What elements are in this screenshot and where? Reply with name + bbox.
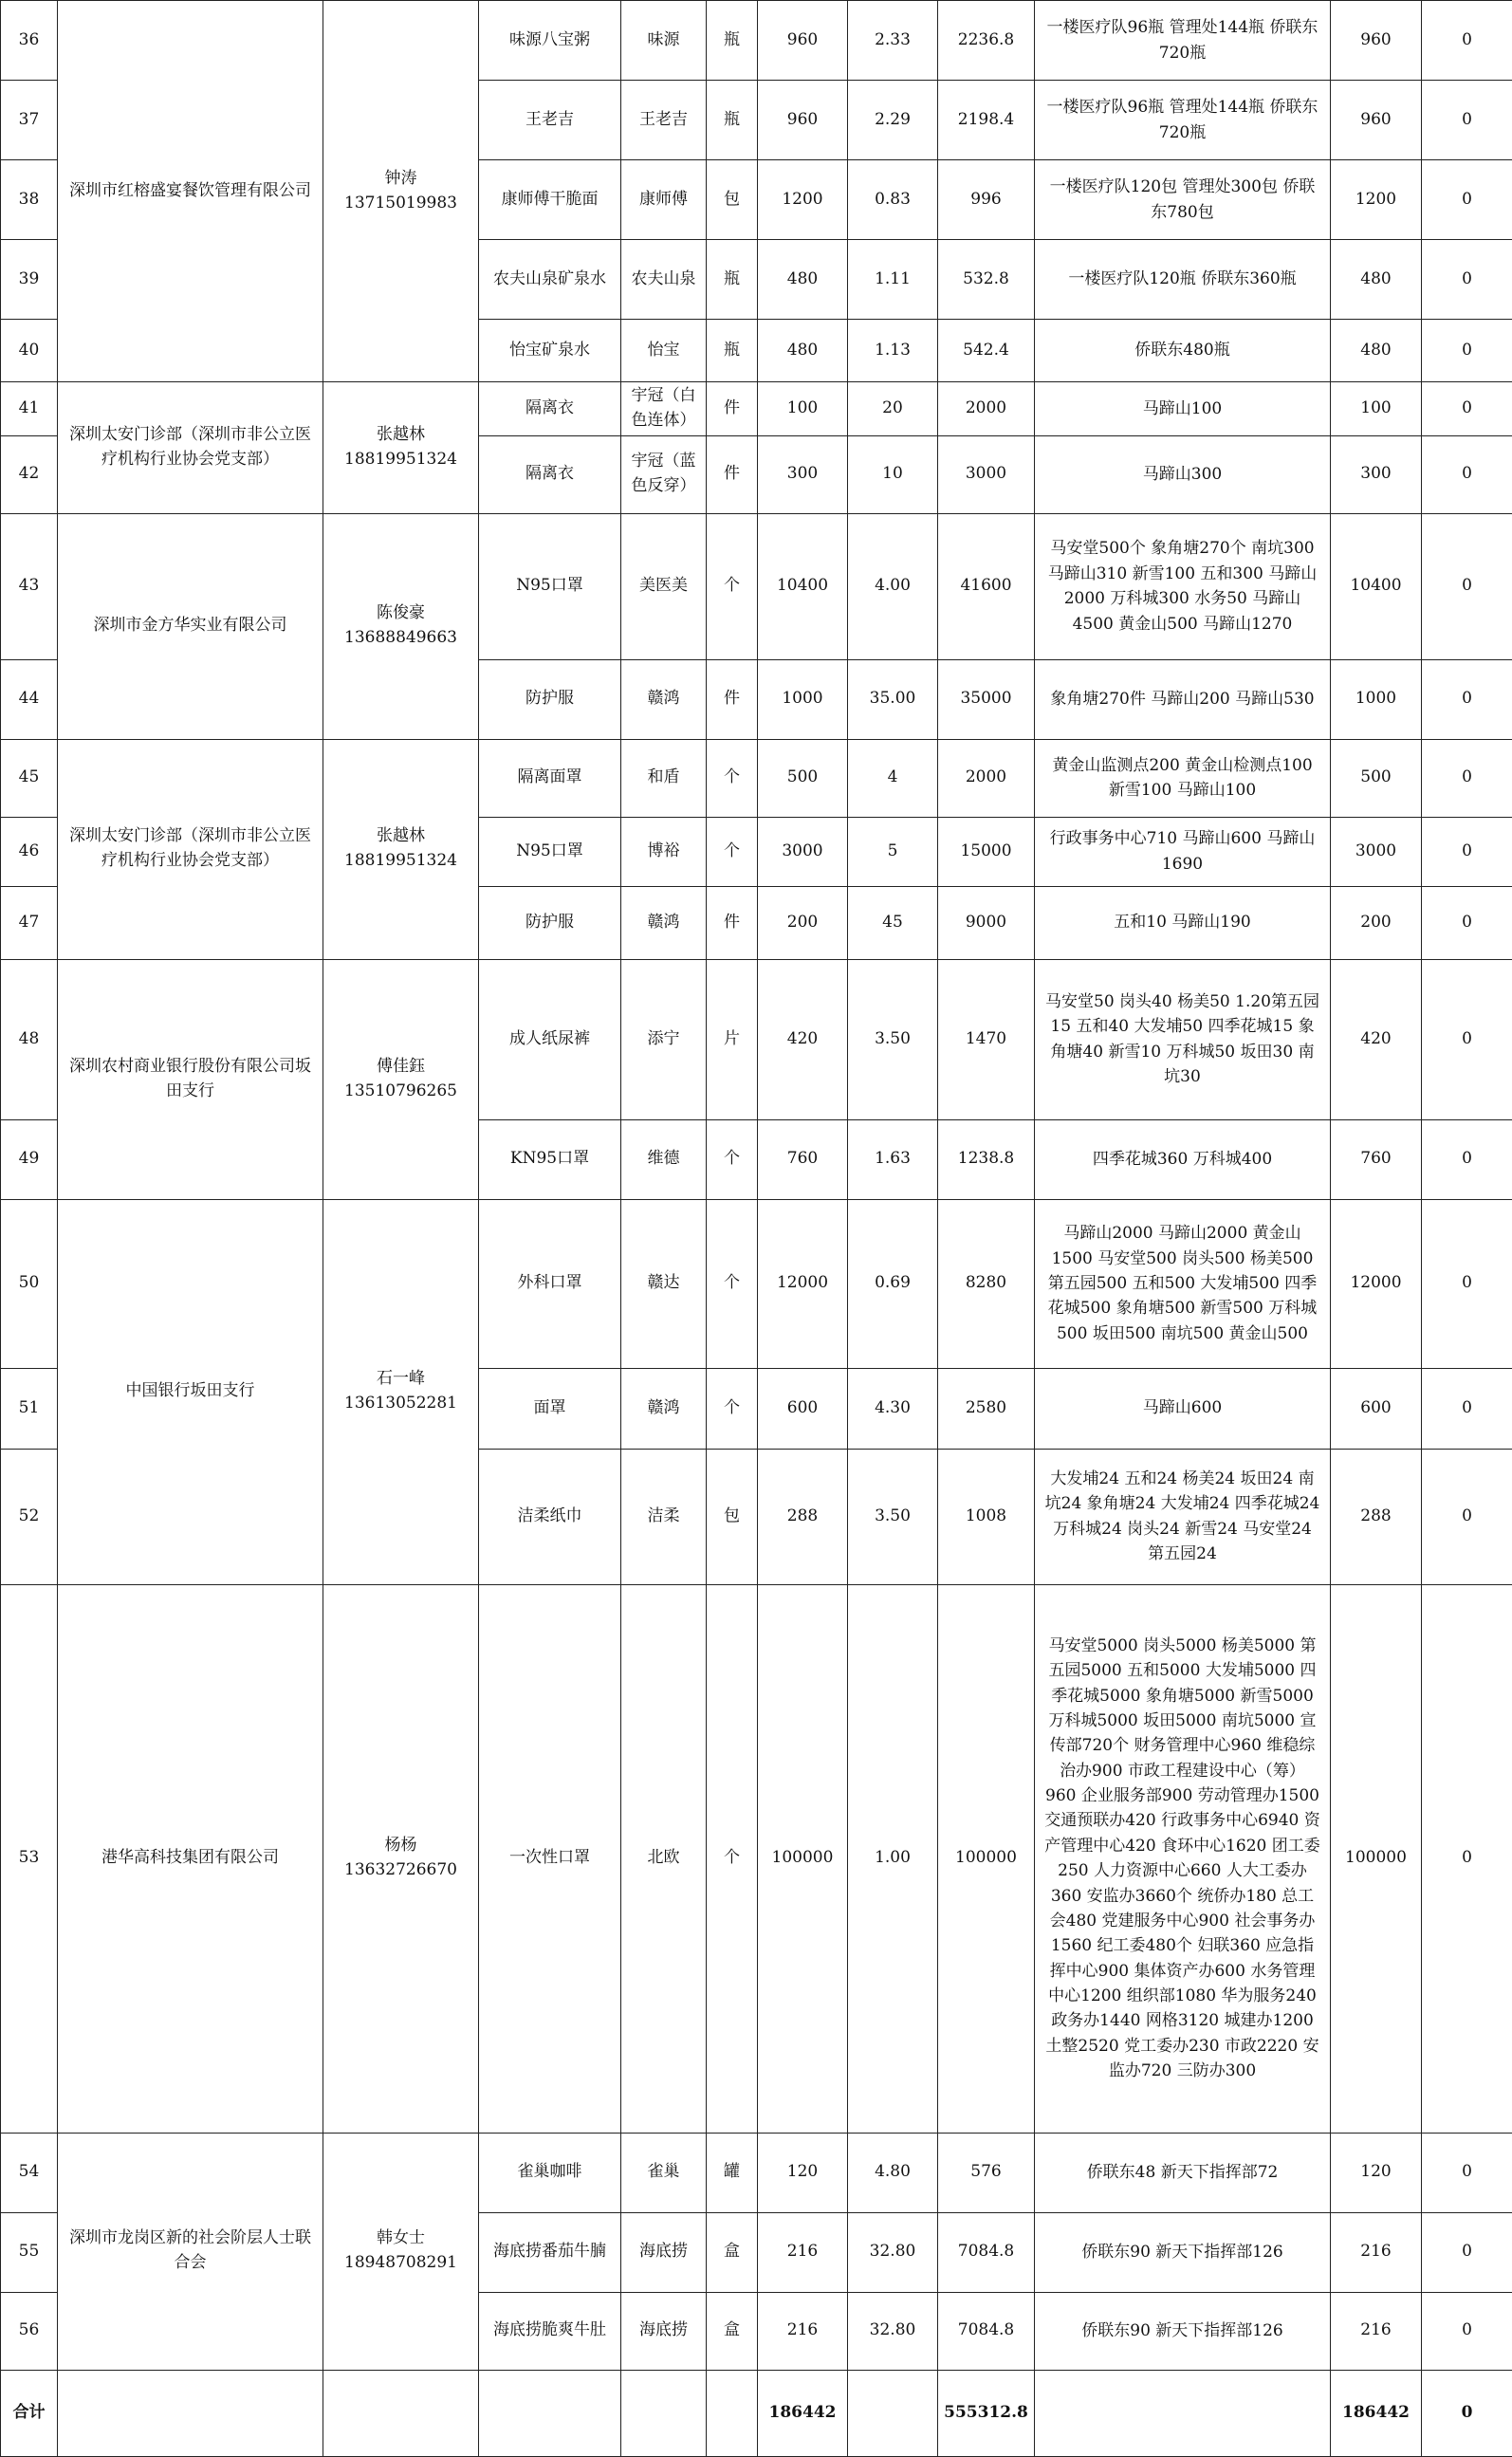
unit-price: 1.00 <box>848 1584 938 2133</box>
unit: 瓶 <box>707 240 758 320</box>
unit: 件 <box>707 659 758 739</box>
table-row <box>1 1 1512 81</box>
quantity: 300 <box>758 435 848 513</box>
received-qty: 216 <box>1331 2292 1422 2370</box>
contact-person: 张越林 18819951324 <box>323 739 479 959</box>
blank-cell <box>848 2370 938 2456</box>
unit-price: 32.80 <box>848 2292 938 2370</box>
quantity: 10400 <box>758 513 848 659</box>
unit-price: 5 <box>848 817 938 886</box>
row-number: 51 <box>1 1368 58 1449</box>
donor-company: 深圳农村商业银行股份有限公司坂田支行 <box>58 959 323 1199</box>
blank-cell <box>323 2370 479 2456</box>
distribution: 侨联东90 新天下指挥部126 <box>1035 2212 1331 2292</box>
brand: 王老吉 <box>621 81 707 160</box>
received-qty: 480 <box>1331 240 1422 320</box>
received-qty: 3000 <box>1331 817 1422 886</box>
row-number: 36 <box>1 1 58 81</box>
remaining-qty: 0 <box>1422 817 1512 886</box>
unit-price: 45 <box>848 886 938 959</box>
remaining-qty: 0 <box>1422 81 1512 160</box>
row-number: 49 <box>1 1119 58 1199</box>
row-number: 41 <box>1 382 58 436</box>
remaining-qty: 0 <box>1422 513 1512 659</box>
contact-person: 钟涛 13715019983 <box>323 1 479 382</box>
unit: 包 <box>707 1449 758 1584</box>
row-number: 52 <box>1 1449 58 1584</box>
unit: 个 <box>707 1199 758 1368</box>
amount: 2198.4 <box>938 81 1035 160</box>
blank-cell <box>707 2370 758 2456</box>
remaining-qty: 0 <box>1422 160 1512 240</box>
table-row <box>1 959 1512 1119</box>
unit: 瓶 <box>707 1 758 81</box>
table-row <box>1 739 1512 817</box>
remaining-qty: 0 <box>1422 739 1512 817</box>
contact-person: 张越林 18819951324 <box>323 382 479 514</box>
quantity: 100000 <box>758 1584 848 2133</box>
row-number: 43 <box>1 513 58 659</box>
table-row <box>1 2133 1512 2212</box>
contact-person: 杨杨 13632726670 <box>323 1584 479 2133</box>
received-qty: 200 <box>1331 886 1422 959</box>
distribution: 马安堂5000 岗头5000 杨美5000 第五园5000 五和5000 大发埔5000 四季花城5000 象角塘5000 新雪5000 万科城5000 坂田5000 南坑5000 宣传部720个 财务管理中心960 维稳综治办900 市政工程建设中心（筹）960 企业服务部900 劳动管理办1500 交通预联办420 行政事务中心6940 资产管理中心420 食环中心1620 团工委250 人力资源中心660 人大工委办360 安监办3660个 统侨办180 总工会480 党建服务中心900 社会事务办1560 纪工委480个 妇联360 应急指挥中心900 集体资产办600 水务管理中心1200 组织部1080 华为服务240 政务办1440 网格3120 城建办1200 土整2520 党工委办230 市政2220 安监办720 三防办300 <box>1035 1584 1331 2133</box>
quantity: 960 <box>758 1 848 81</box>
quantity: 480 <box>758 240 848 320</box>
unit-price: 2.29 <box>848 81 938 160</box>
distribution: 四季花城360 万科城400 <box>1035 1119 1331 1199</box>
distribution: 马蹄山2000 马蹄山2000 黄金山1500 马安堂500 岗头500 杨美500 第五园500 五和500 大发埔500 四季花城500 象角塘500 新雪500 万科城500 坂田500 南坑500 黄金山500 <box>1035 1199 1331 1368</box>
amount: 41600 <box>938 513 1035 659</box>
amount: 7084.8 <box>938 2292 1035 2370</box>
remaining-qty: 0 <box>1422 1119 1512 1199</box>
brand: 添宁 <box>621 959 707 1119</box>
distribution: 马蹄山100 <box>1035 382 1331 436</box>
amount: 996 <box>938 160 1035 240</box>
unit-price: 0.83 <box>848 160 938 240</box>
brand: 康师傅 <box>621 160 707 240</box>
table-row <box>1 1584 1512 2133</box>
amount: 542.4 <box>938 320 1035 382</box>
distribution: 马蹄山600 <box>1035 1368 1331 1449</box>
contact-person: 傅佳鈺 13510796265 <box>323 959 479 1199</box>
item-name: 隔离衣 <box>479 382 621 436</box>
received-qty: 420 <box>1331 959 1422 1119</box>
remaining-qty: 0 <box>1422 2212 1512 2292</box>
brand: 农夫山泉 <box>621 240 707 320</box>
unit-price: 1.63 <box>848 1119 938 1199</box>
received-qty: 10400 <box>1331 513 1422 659</box>
row-number: 37 <box>1 81 58 160</box>
amount: 7084.8 <box>938 2212 1035 2292</box>
received-qty: 1200 <box>1331 160 1422 240</box>
received-qty: 600 <box>1331 1368 1422 1449</box>
contact-person: 韩女士 18948708291 <box>323 2133 479 2370</box>
unit: 件 <box>707 886 758 959</box>
unit: 个 <box>707 817 758 886</box>
unit-price: 35.00 <box>848 659 938 739</box>
remaining-qty: 0 <box>1422 659 1512 739</box>
unit: 个 <box>707 1368 758 1449</box>
unit: 瓶 <box>707 81 758 160</box>
row-number: 56 <box>1 2292 58 2370</box>
remaining-qty: 0 <box>1422 1368 1512 1449</box>
unit: 罐 <box>707 2133 758 2212</box>
remaining-qty: 0 <box>1422 959 1512 1119</box>
distribution: 一楼医疗队96瓶 管理处144瓶 侨联东720瓶 <box>1035 1 1331 81</box>
unit: 盒 <box>707 2292 758 2370</box>
quantity: 3000 <box>758 817 848 886</box>
donor-company: 深圳市金方华实业有限公司 <box>58 513 323 739</box>
received-qty: 960 <box>1331 1 1422 81</box>
item-name: 成人纸尿裤 <box>479 959 621 1119</box>
amount: 100000 <box>938 1584 1035 2133</box>
brand: 和盾 <box>621 739 707 817</box>
distribution: 侨联东480瓶 <box>1035 320 1331 382</box>
item-name: N95口罩 <box>479 513 621 659</box>
amount: 2580 <box>938 1368 1035 1449</box>
item-name: KN95口罩 <box>479 1119 621 1199</box>
blank-cell <box>1035 2370 1331 2456</box>
quantity: 216 <box>758 2212 848 2292</box>
donor-company: 深圳市红榕盛宴餐饮管理有限公司 <box>58 1 323 382</box>
brand: 美医美 <box>621 513 707 659</box>
received-qty: 12000 <box>1331 1199 1422 1368</box>
item-name: 面罩 <box>479 1368 621 1449</box>
distribution: 马安堂500个 象角塘270个 南坑300马蹄山310 新雪100 五和300 马蹄山2000 万科城300 水务50 马蹄山4500 黄金山500 马蹄山1270 <box>1035 513 1331 659</box>
unit-price: 4 <box>848 739 938 817</box>
unit: 瓶 <box>707 320 758 382</box>
item-name: 海底捞脆爽牛肚 <box>479 2292 621 2370</box>
quantity: 760 <box>758 1119 848 1199</box>
unit-price: 1.13 <box>848 320 938 382</box>
item-name: 康师傅干脆面 <box>479 160 621 240</box>
unit: 盒 <box>707 2212 758 2292</box>
row-number: 47 <box>1 886 58 959</box>
row-number: 53 <box>1 1584 58 2133</box>
total-quantity: 186442 <box>758 2370 848 2456</box>
row-number: 40 <box>1 320 58 382</box>
amount: 15000 <box>938 817 1035 886</box>
donor-company: 深圳市龙岗区新的社会阶层人士联合会 <box>58 2133 323 2370</box>
contact-person: 陈俊豪 13688849663 <box>323 513 479 739</box>
item-name: 王老吉 <box>479 81 621 160</box>
unit-price: 2.33 <box>848 1 938 81</box>
brand: 博裕 <box>621 817 707 886</box>
brand: 赣鸿 <box>621 1368 707 1449</box>
received-qty: 120 <box>1331 2133 1422 2212</box>
amount: 1470 <box>938 959 1035 1119</box>
received-qty: 216 <box>1331 2212 1422 2292</box>
blank-cell <box>621 2370 707 2456</box>
row-number: 55 <box>1 2212 58 2292</box>
remaining-qty: 0 <box>1422 2133 1512 2212</box>
item-name: 一次性口罩 <box>479 1584 621 2133</box>
item-name: 隔离面罩 <box>479 739 621 817</box>
unit-price: 4.30 <box>848 1368 938 1449</box>
brand: 洁柔 <box>621 1449 707 1584</box>
quantity: 500 <box>758 739 848 817</box>
brand: 宇冠（白色连体） <box>621 382 707 436</box>
amount: 532.8 <box>938 240 1035 320</box>
distribution: 五和10 马蹄山190 <box>1035 886 1331 959</box>
amount: 1008 <box>938 1449 1035 1584</box>
received-qty: 1000 <box>1331 659 1422 739</box>
remaining-qty: 0 <box>1422 240 1512 320</box>
blank-cell <box>58 2370 323 2456</box>
brand: 赣鸿 <box>621 659 707 739</box>
distribution: 黄金山监测点200 黄金山检测点100 新雪100 马蹄山100 <box>1035 739 1331 817</box>
blank-cell <box>479 2370 621 2456</box>
quantity: 480 <box>758 320 848 382</box>
unit-price: 1.11 <box>848 240 938 320</box>
unit: 个 <box>707 739 758 817</box>
table-row <box>1 382 1512 436</box>
unit-price: 0.69 <box>848 1199 938 1368</box>
received-qty: 960 <box>1331 81 1422 160</box>
row-number: 50 <box>1 1199 58 1368</box>
amount: 9000 <box>938 886 1035 959</box>
quantity: 216 <box>758 2292 848 2370</box>
brand: 宇冠（蓝色反穿） <box>621 435 707 513</box>
amount: 8280 <box>938 1199 1035 1368</box>
amount: 35000 <box>938 659 1035 739</box>
brand: 怡宝 <box>621 320 707 382</box>
quantity: 12000 <box>758 1199 848 1368</box>
received-qty: 760 <box>1331 1119 1422 1199</box>
received-qty: 100000 <box>1331 1584 1422 2133</box>
total-label: 合计 <box>1 2370 58 2456</box>
remaining-qty: 0 <box>1422 2292 1512 2370</box>
distribution: 一楼医疗队96瓶 管理处144瓶 侨联东720瓶 <box>1035 81 1331 160</box>
brand: 赣鸿 <box>621 886 707 959</box>
brand: 味源 <box>621 1 707 81</box>
quantity: 600 <box>758 1368 848 1449</box>
received-qty: 480 <box>1331 320 1422 382</box>
unit: 个 <box>707 1584 758 2133</box>
unit-price: 10 <box>848 435 938 513</box>
remaining-qty: 0 <box>1422 886 1512 959</box>
amount: 576 <box>938 2133 1035 2212</box>
amount: 2236.8 <box>938 1 1035 81</box>
unit: 件 <box>707 435 758 513</box>
row-number: 42 <box>1 435 58 513</box>
brand: 赣达 <box>621 1199 707 1368</box>
unit-price: 3.50 <box>848 959 938 1119</box>
donor-company: 深圳太安门诊部（深圳市非公立医疗机构行业协会党支部） <box>58 382 323 514</box>
item-name: 防护服 <box>479 659 621 739</box>
received-qty: 500 <box>1331 739 1422 817</box>
table-row <box>1 1199 1512 1368</box>
row-number: 38 <box>1 160 58 240</box>
distribution: 一楼医疗队120瓶 侨联东360瓶 <box>1035 240 1331 320</box>
received-qty: 100 <box>1331 382 1422 436</box>
quantity: 420 <box>758 959 848 1119</box>
row-number: 54 <box>1 2133 58 2212</box>
brand: 海底捞 <box>621 2292 707 2370</box>
quantity: 960 <box>758 81 848 160</box>
quantity: 288 <box>758 1449 848 1584</box>
item-name: 怡宝矿泉水 <box>479 320 621 382</box>
amount: 3000 <box>938 435 1035 513</box>
donor-company: 深圳太安门诊部（深圳市非公立医疗机构行业协会党支部） <box>58 739 323 959</box>
remaining-qty: 0 <box>1422 382 1512 436</box>
row-number: 39 <box>1 240 58 320</box>
item-name: N95口罩 <box>479 817 621 886</box>
contact-person: 石一峰 13613052281 <box>323 1199 479 1584</box>
received-qty: 288 <box>1331 1449 1422 1584</box>
remaining-qty: 0 <box>1422 1 1512 81</box>
total-remaining: 0 <box>1422 2370 1512 2456</box>
row-number: 46 <box>1 817 58 886</box>
unit-price: 4.80 <box>848 2133 938 2212</box>
remaining-qty: 0 <box>1422 320 1512 382</box>
amount: 2000 <box>938 382 1035 436</box>
total-row <box>1 2370 1512 2456</box>
distribution: 侨联东90 新天下指挥部126 <box>1035 2292 1331 2370</box>
unit: 包 <box>707 160 758 240</box>
distribution: 大发埔24 五和24 杨美24 坂田24 南坑24 象角塘24 大发埔24 四季花城24 万科城24 岗头24 新雪24 马安堂24 第五园24 <box>1035 1449 1331 1584</box>
quantity: 100 <box>758 382 848 436</box>
total-amount: 555312.8 <box>938 2370 1035 2456</box>
distribution: 象角塘270件 马蹄山200 马蹄山530 <box>1035 659 1331 739</box>
brand: 雀巢 <box>621 2133 707 2212</box>
unit-price: 20 <box>848 382 938 436</box>
quantity: 200 <box>758 886 848 959</box>
unit-price: 32.80 <box>848 2212 938 2292</box>
brand: 北欧 <box>621 1584 707 2133</box>
unit-price: 3.50 <box>848 1449 938 1584</box>
item-name: 隔离衣 <box>479 435 621 513</box>
item-name: 海底捞番茄牛腩 <box>479 2212 621 2292</box>
table-row <box>1 513 1512 659</box>
item-name: 农夫山泉矿泉水 <box>479 240 621 320</box>
quantity: 1200 <box>758 160 848 240</box>
quantity: 1000 <box>758 659 848 739</box>
donor-company: 港华高科技集团有限公司 <box>58 1584 323 2133</box>
item-name: 雀巢咖啡 <box>479 2133 621 2212</box>
item-name: 洁柔纸巾 <box>479 1449 621 1584</box>
donor-company: 中国银行坂田支行 <box>58 1199 323 1584</box>
item-name: 味源八宝粥 <box>479 1 621 81</box>
row-number: 44 <box>1 659 58 739</box>
received-qty: 300 <box>1331 435 1422 513</box>
distribution: 马安堂50 岗头40 杨美50 1.20第五园15 五和40 大发埔50 四季花城15 象角塘40 新雪10 万科城50 坂田30 南坑30 <box>1035 959 1331 1119</box>
amount: 2000 <box>938 739 1035 817</box>
table-body <box>1 1 1512 2457</box>
row-number: 48 <box>1 959 58 1119</box>
unit: 片 <box>707 959 758 1119</box>
brand: 维德 <box>621 1119 707 1199</box>
unit: 件 <box>707 382 758 436</box>
item-name: 外科口罩 <box>479 1199 621 1368</box>
remaining-qty: 0 <box>1422 1449 1512 1584</box>
unit: 个 <box>707 513 758 659</box>
amount: 1238.8 <box>938 1119 1035 1199</box>
item-name: 防护服 <box>479 886 621 959</box>
unit-price: 4.00 <box>848 513 938 659</box>
brand: 海底捞 <box>621 2212 707 2292</box>
remaining-qty: 0 <box>1422 435 1512 513</box>
distribution: 侨联东48 新天下指挥部72 <box>1035 2133 1331 2212</box>
total-received: 186442 <box>1331 2370 1422 2456</box>
remaining-qty: 0 <box>1422 1584 1512 2133</box>
distribution: 马蹄山300 <box>1035 435 1331 513</box>
unit: 个 <box>707 1119 758 1199</box>
row-number: 45 <box>1 739 58 817</box>
distribution: 行政事务中心710 马蹄山600 马蹄山1690 <box>1035 817 1331 886</box>
quantity: 120 <box>758 2133 848 2212</box>
distribution: 一楼医疗队120包 管理处300包 侨联东780包 <box>1035 160 1331 240</box>
remaining-qty: 0 <box>1422 1199 1512 1368</box>
